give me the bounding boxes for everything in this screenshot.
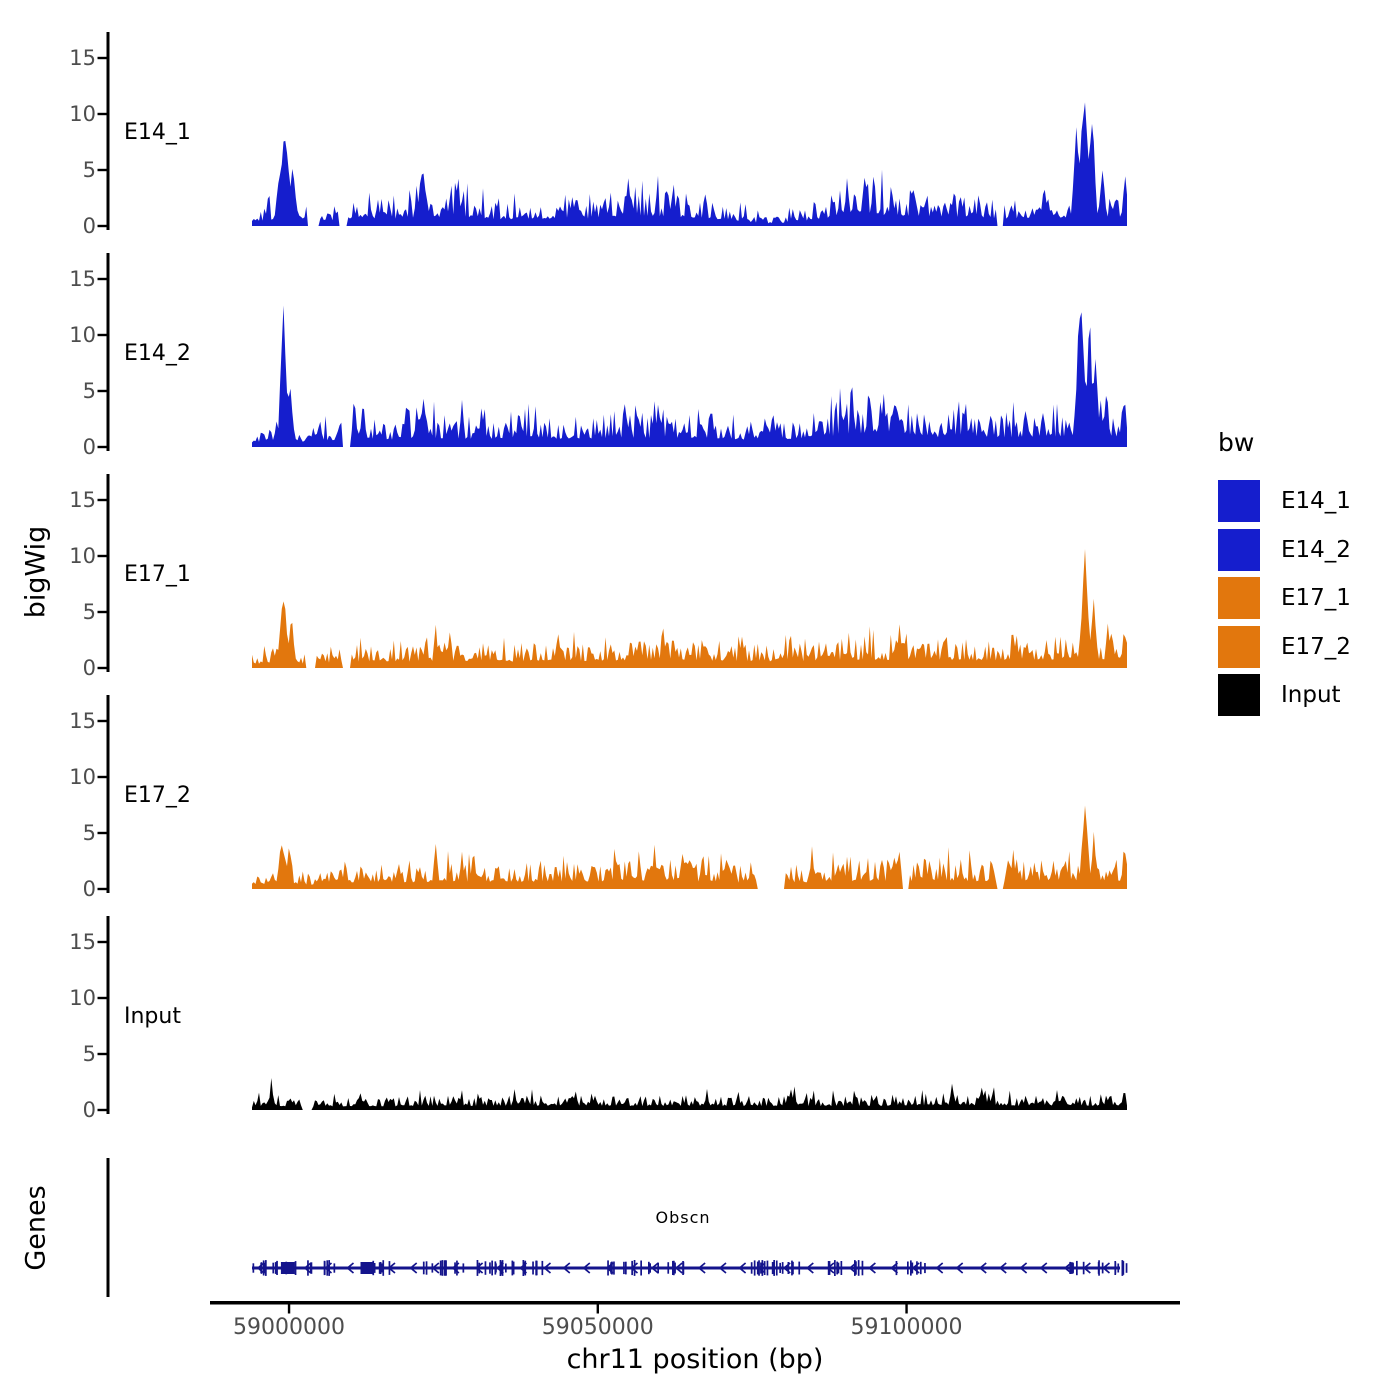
y-tick-label: 5	[82, 1042, 96, 1066]
gene-exon-tick	[798, 1262, 800, 1275]
y-tick-label: 0	[82, 214, 96, 238]
gene-exon-tick	[751, 1262, 753, 1274]
gene-exon-tick	[667, 1262, 669, 1274]
gene-exon-tick	[379, 1262, 381, 1274]
gene-exon-tick	[454, 1262, 456, 1273]
x-tick-label: 59000000	[233, 1315, 346, 1340]
y-tick-mark	[98, 1109, 107, 1111]
gene-exon-tick	[328, 1260, 330, 1276]
y-tick-label: 0	[82, 877, 96, 901]
y-tick-label: 15	[69, 930, 96, 954]
legend-key-E14_2	[1218, 529, 1260, 571]
y-tick-mark	[98, 334, 107, 336]
gene-exon-tick	[307, 1260, 309, 1275]
y-tick-mark	[98, 997, 107, 999]
y-tick-mark	[98, 611, 107, 613]
coverage-area-E14_1	[252, 102, 1127, 226]
coverage-area-E17_1	[252, 549, 1127, 668]
y-tick-label: 15	[69, 709, 96, 733]
y-tick-mark	[98, 888, 107, 890]
y-axis-title: bigWig	[20, 525, 52, 619]
legend-title: bw	[1218, 428, 1255, 457]
gene-exon-tick	[773, 1260, 775, 1276]
gene-exon-tick	[1117, 1264, 1119, 1273]
legend-key-E17_2	[1218, 626, 1260, 668]
y-tick-label: 0	[82, 435, 96, 459]
y-tick-mark	[98, 57, 107, 59]
legend-label-Input: Input	[1281, 682, 1341, 708]
y-tick-mark	[98, 446, 107, 448]
gene-exon-tick	[1076, 1261, 1078, 1275]
gene-name-label: Obscn	[655, 1208, 711, 1227]
y-tick-label: 10	[69, 323, 96, 347]
coverage-area-E14_2	[252, 306, 1127, 448]
gene-exon-tick	[858, 1260, 860, 1276]
gene-exon-tick	[532, 1262, 534, 1275]
x-tick-mark	[597, 1305, 599, 1314]
panel-y-axis-line	[107, 695, 110, 893]
gene-exon-tick	[1126, 1263, 1128, 1273]
x-tick-label: 59050000	[541, 1315, 654, 1340]
x-tick-mark	[905, 1305, 907, 1314]
y-tick-label: 10	[69, 986, 96, 1010]
x-axis-title: chr11 position (bp)	[566, 1344, 824, 1375]
gene-exon-tick	[1122, 1263, 1124, 1274]
gene-exon-tick	[440, 1261, 442, 1276]
gene-exon-tick	[779, 1263, 781, 1273]
gene-exon-tick	[910, 1260, 912, 1275]
coverage-area-Input	[252, 1078, 1127, 1110]
y-tick-mark	[98, 1053, 107, 1055]
x-tick-mark	[288, 1305, 290, 1314]
gene-exon-tick	[754, 1260, 756, 1275]
track-label-E14_1: E14_1	[124, 120, 191, 145]
y-tick-label: 5	[82, 821, 96, 845]
legend-label-E17_1: E17_1	[1281, 585, 1351, 611]
x-axis-line	[210, 1301, 1180, 1305]
coverage-area-E17_2	[252, 806, 1127, 890]
gene-exon-tick	[767, 1261, 769, 1276]
gene-exon-tick	[834, 1260, 836, 1276]
panel-y-axis-line	[107, 32, 110, 230]
legend-label-E17_2: E17_2	[1281, 633, 1351, 660]
panel-y-axis-line	[107, 474, 110, 672]
track-label-E17_2: E17_2	[124, 783, 191, 808]
legend-key-E17_1	[1218, 577, 1260, 619]
gene-exon-tick	[426, 1261, 428, 1274]
gene-exon-tick	[772, 1262, 774, 1274]
y-tick-mark	[98, 113, 107, 115]
gene-exon-tick	[776, 1261, 778, 1276]
legend-label-E14_1: E14_1	[1281, 488, 1351, 514]
y-tick-label: 5	[82, 158, 96, 182]
y-tick-mark	[98, 499, 107, 501]
legend-label-E14_2: E14_2	[1281, 536, 1351, 563]
gene-exon-tick	[272, 1263, 274, 1274]
gene-exon-tick	[625, 1262, 627, 1275]
y-tick-mark	[98, 169, 107, 171]
panel-y-axis-line	[107, 916, 110, 1114]
gene-exon-tick	[920, 1262, 922, 1274]
gene-exon-tick	[792, 1262, 794, 1275]
y-tick-mark	[98, 720, 107, 722]
y-tick-label: 15	[69, 46, 96, 70]
gene-exon-tick	[463, 1263, 465, 1272]
y-tick-label: 5	[82, 379, 96, 403]
y-tick-label: 10	[69, 102, 96, 126]
gene-exon-tick	[500, 1260, 502, 1276]
gene-exon-tick	[862, 1261, 864, 1276]
y-tick-label: 5	[82, 600, 96, 624]
y-tick-mark	[98, 941, 107, 943]
gene-exon-tick	[442, 1260, 444, 1276]
track-label-E17_1: E17_1	[124, 562, 191, 587]
gene-exon-tick	[276, 1261, 278, 1275]
gene-exon-tick	[334, 1263, 336, 1272]
gene-exon-tick	[444, 1260, 446, 1275]
gene-exon-tick	[495, 1261, 497, 1274]
y-tick-label: 15	[69, 488, 96, 512]
gene-exon-tick	[542, 1261, 544, 1275]
gene-exon-tick	[485, 1261, 487, 1275]
gene-exon-tick	[295, 1261, 297, 1275]
x-tick-label: 59100000	[850, 1315, 963, 1340]
legend-key-E14_1	[1218, 480, 1260, 522]
gene-exon-tick	[682, 1262, 684, 1274]
gene-exon-tick	[535, 1261, 537, 1276]
track-label-Input: Input	[124, 1004, 181, 1029]
gene-exon-tick	[423, 1262, 425, 1275]
y-tick-mark	[98, 555, 107, 557]
gene-exon-tick	[640, 1261, 642, 1276]
gene-exon-tick	[1098, 1260, 1100, 1275]
gene-exon-tick	[489, 1262, 491, 1273]
gene-exon-tick	[924, 1263, 926, 1273]
genes-panel-axis-line	[107, 1158, 110, 1297]
gene-exon-tick	[253, 1263, 255, 1272]
legend-key-Input	[1218, 674, 1260, 716]
genes-axis-title: Genes	[20, 1185, 52, 1271]
gene-exon-tick	[841, 1261, 843, 1275]
y-tick-mark	[98, 832, 107, 834]
y-tick-label: 10	[69, 544, 96, 568]
gene-exon-tick	[505, 1264, 507, 1273]
gene-exon-tick	[382, 1260, 384, 1276]
gene-exon-tick	[491, 1261, 493, 1276]
gene-exon-tick	[1114, 1261, 1116, 1275]
y-tick-mark	[98, 225, 107, 227]
y-tick-label: 10	[69, 765, 96, 789]
y-tick-mark	[98, 776, 107, 778]
y-tick-label: 15	[69, 267, 96, 291]
gene-exon-tick	[634, 1260, 636, 1276]
panel-y-axis-line	[107, 253, 110, 451]
gene-exon-tick	[512, 1261, 514, 1276]
track-label-E14_2: E14_2	[124, 341, 191, 366]
gene-exon-tick	[836, 1262, 838, 1275]
gene-exon-tick	[374, 1263, 376, 1273]
gene-exon-tick	[456, 1261, 458, 1276]
gene-exon-tick	[623, 1262, 625, 1274]
y-tick-mark	[98, 390, 107, 392]
gene-exon-tick	[265, 1260, 267, 1276]
y-tick-label: 0	[82, 656, 96, 680]
gene-exon-tick	[673, 1261, 675, 1275]
gene-exon-tick	[907, 1262, 909, 1275]
gene-exon-tick	[649, 1263, 651, 1272]
y-tick-mark	[98, 278, 107, 280]
y-tick-mark	[98, 667, 107, 669]
y-tick-label: 0	[82, 1098, 96, 1122]
